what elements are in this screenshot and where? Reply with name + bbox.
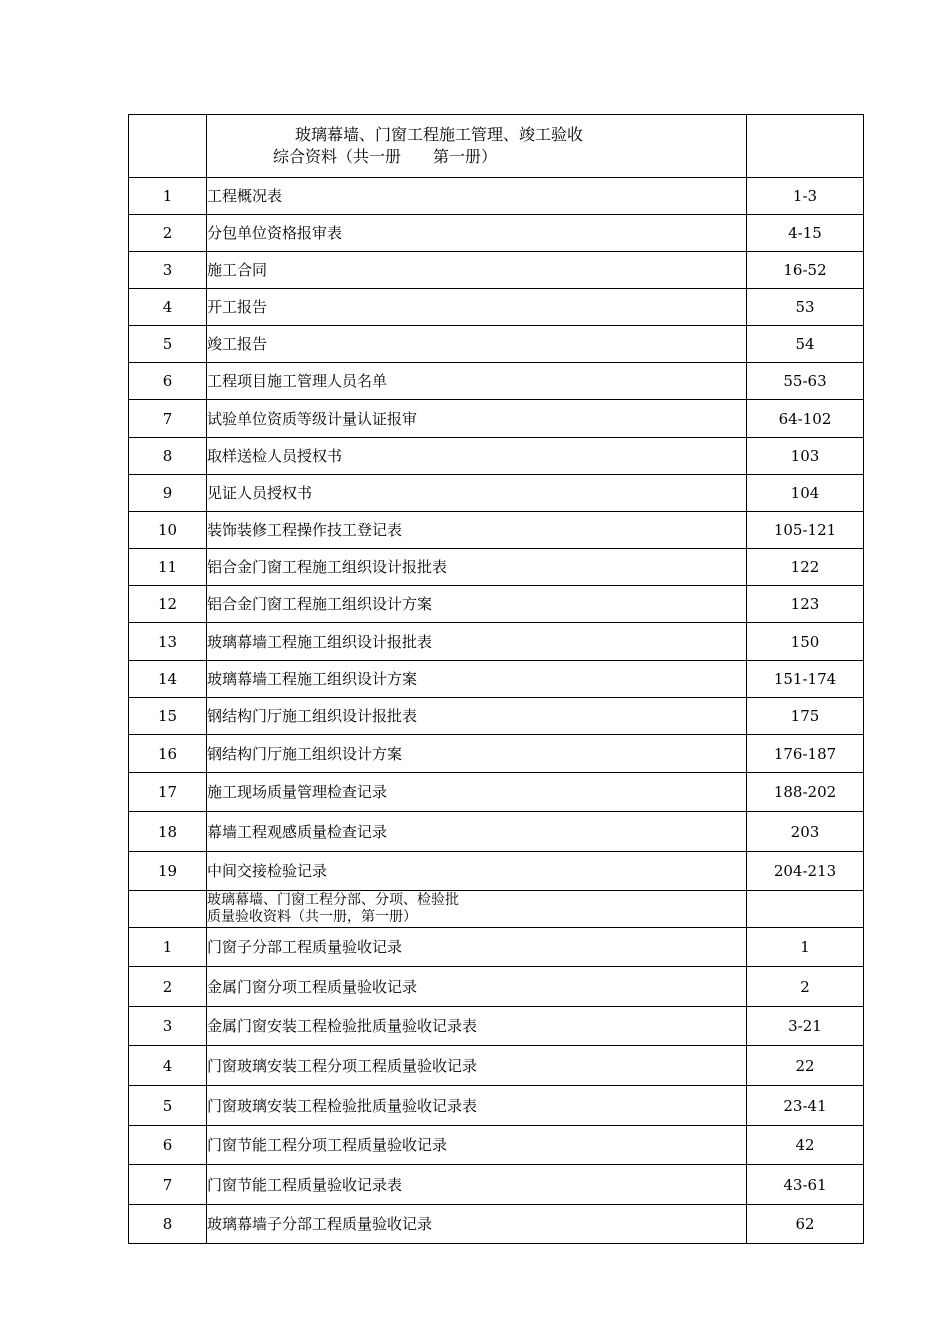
item-number: 6 [129, 1126, 207, 1165]
item-page-range: 23-41 [747, 1086, 864, 1126]
item-number: 17 [129, 773, 207, 812]
item-number: 4 [129, 1046, 207, 1086]
item-number: 1 [129, 178, 207, 215]
header-number-cell [129, 115, 207, 178]
item-title: 工程概况表 [207, 178, 747, 215]
item-title: 门窗玻璃安装工程检验批质量验收记录表 [207, 1086, 747, 1126]
section-number-cell [129, 891, 207, 928]
table-row [129, 549, 864, 586]
item-number: 8 [129, 438, 207, 475]
item-title: 铝合金门窗工程施工组织设计报批表 [207, 549, 747, 586]
table-row [129, 1086, 864, 1126]
item-page-range: 42 [747, 1126, 864, 1165]
item-page-range: 2 [747, 967, 864, 1007]
item-number: 13 [129, 623, 207, 661]
item-title: 试验单位资质等级计量认证报审 [207, 400, 747, 438]
table-row [129, 1205, 864, 1244]
item-page-range: 122 [747, 549, 864, 586]
section-title-cell [207, 891, 747, 928]
table-row [129, 773, 864, 812]
table-row [129, 1165, 864, 1205]
table-row [129, 438, 864, 475]
item-page-range: 16-52 [747, 252, 864, 289]
item-page-range: 151-174 [747, 661, 864, 698]
header-page-cell [747, 115, 864, 178]
item-number: 10 [129, 512, 207, 549]
item-page-range: 175 [747, 698, 864, 735]
item-number: 12 [129, 586, 207, 623]
table-row [129, 698, 864, 735]
item-title: 门窗玻璃安装工程分项工程质量验收记录 [207, 1046, 747, 1086]
item-number: 5 [129, 1086, 207, 1126]
table-row [129, 215, 864, 252]
table-row [129, 252, 864, 289]
item-title: 施工合同 [207, 252, 747, 289]
item-number: 8 [129, 1205, 207, 1244]
item-number: 2 [129, 967, 207, 1007]
item-page-range: 1 [747, 928, 864, 967]
table-row [129, 326, 864, 363]
contents-table-body [129, 115, 864, 1244]
item-title: 取样送检人员授权书 [207, 438, 747, 475]
table-row [129, 812, 864, 852]
item-page-range: 4-15 [747, 215, 864, 252]
item-title: 钢结构门厅施工组织设计报批表 [207, 698, 747, 735]
item-page-range: 176-187 [747, 735, 864, 773]
item-title: 开工报告 [207, 289, 747, 326]
item-title: 玻璃幕墙工程施工组织设计方案 [207, 661, 747, 698]
item-title: 幕墙工程观感质量检查记录 [207, 812, 747, 852]
item-page-range: 3-21 [747, 1007, 864, 1046]
table-row [129, 363, 864, 400]
item-page-range: 188-202 [747, 773, 864, 812]
item-title: 施工现场质量管理检查记录 [207, 773, 747, 812]
table-row [129, 1046, 864, 1086]
item-number: 7 [129, 400, 207, 438]
item-number: 3 [129, 1007, 207, 1046]
table-row [129, 852, 864, 891]
item-title: 门窗子分部工程质量验收记录 [207, 928, 747, 967]
section-page-cell [747, 891, 864, 928]
item-title: 玻璃幕墙子分部工程质量验收记录 [207, 1205, 747, 1244]
item-page-range: 123 [747, 586, 864, 623]
item-number: 3 [129, 252, 207, 289]
item-number: 18 [129, 812, 207, 852]
item-number: 16 [129, 735, 207, 773]
table-row [129, 475, 864, 512]
item-page-range: 62 [747, 1205, 864, 1244]
item-number: 11 [129, 549, 207, 586]
contents-table [128, 114, 864, 1244]
item-title: 金属门窗分项工程质量验收记录 [207, 967, 747, 1007]
table-row [129, 928, 864, 967]
table-row [129, 1126, 864, 1165]
item-number: 6 [129, 363, 207, 400]
item-page-range: 53 [747, 289, 864, 326]
section-title-line2: 质量验收资料（共一册，第一册） [207, 909, 417, 925]
item-title: 钢结构门厅施工组织设计方案 [207, 735, 747, 773]
item-page-range: 43-61 [747, 1165, 864, 1205]
table-row [129, 512, 864, 549]
table-row [129, 586, 864, 623]
item-number: 14 [129, 661, 207, 698]
item-number: 15 [129, 698, 207, 735]
table-row [129, 967, 864, 1007]
item-page-range: 54 [747, 326, 864, 363]
item-title: 金属门窗安装工程检验批质量验收记录表 [207, 1007, 747, 1046]
item-page-range: 150 [747, 623, 864, 661]
item-number: 19 [129, 852, 207, 891]
table-row [129, 178, 864, 215]
item-title: 工程项目施工管理人员名单 [207, 363, 747, 400]
item-page-range: 105-121 [747, 512, 864, 549]
item-page-range: 204-213 [747, 852, 864, 891]
table-row [129, 661, 864, 698]
item-page-range: 103 [747, 438, 864, 475]
item-title: 见证人员授权书 [207, 475, 747, 512]
item-title: 装饰装修工程操作技工登记表 [207, 512, 747, 549]
item-page-range: 55-63 [747, 363, 864, 400]
table-row [129, 1007, 864, 1046]
item-number: 7 [129, 1165, 207, 1205]
item-title: 铝合金门窗工程施工组织设计方案 [207, 586, 747, 623]
item-page-range: 203 [747, 812, 864, 852]
header-title-line1: 玻璃幕墙、门窗工程施工管理、竣工验收 [295, 125, 584, 144]
item-page-range: 1-3 [747, 178, 864, 215]
header-title-line2: 综合资料（共一册 第一册） [273, 147, 498, 166]
section-heading-row [129, 891, 864, 928]
header-title-cell [207, 115, 747, 178]
item-page-range: 22 [747, 1046, 864, 1086]
item-number: 9 [129, 475, 207, 512]
item-number: 5 [129, 326, 207, 363]
item-number: 4 [129, 289, 207, 326]
item-title: 分包单位资格报审表 [207, 215, 747, 252]
table-row [129, 623, 864, 661]
item-page-range: 64-102 [747, 400, 864, 438]
table-row [129, 289, 864, 326]
item-page-range: 104 [747, 475, 864, 512]
item-title: 竣工报告 [207, 326, 747, 363]
item-number: 1 [129, 928, 207, 967]
table-row [129, 735, 864, 773]
header-row [129, 115, 864, 178]
item-number: 2 [129, 215, 207, 252]
table-row [129, 400, 864, 438]
item-title: 玻璃幕墙工程施工组织设计报批表 [207, 623, 747, 661]
item-title: 门窗节能工程质量验收记录表 [207, 1165, 747, 1205]
item-title: 中间交接检验记录 [207, 852, 747, 891]
item-title: 门窗节能工程分项工程质量验收记录 [207, 1126, 747, 1165]
section-title-line1: 玻璃幕墙、门窗工程分部、分项、检验批 [207, 892, 459, 908]
